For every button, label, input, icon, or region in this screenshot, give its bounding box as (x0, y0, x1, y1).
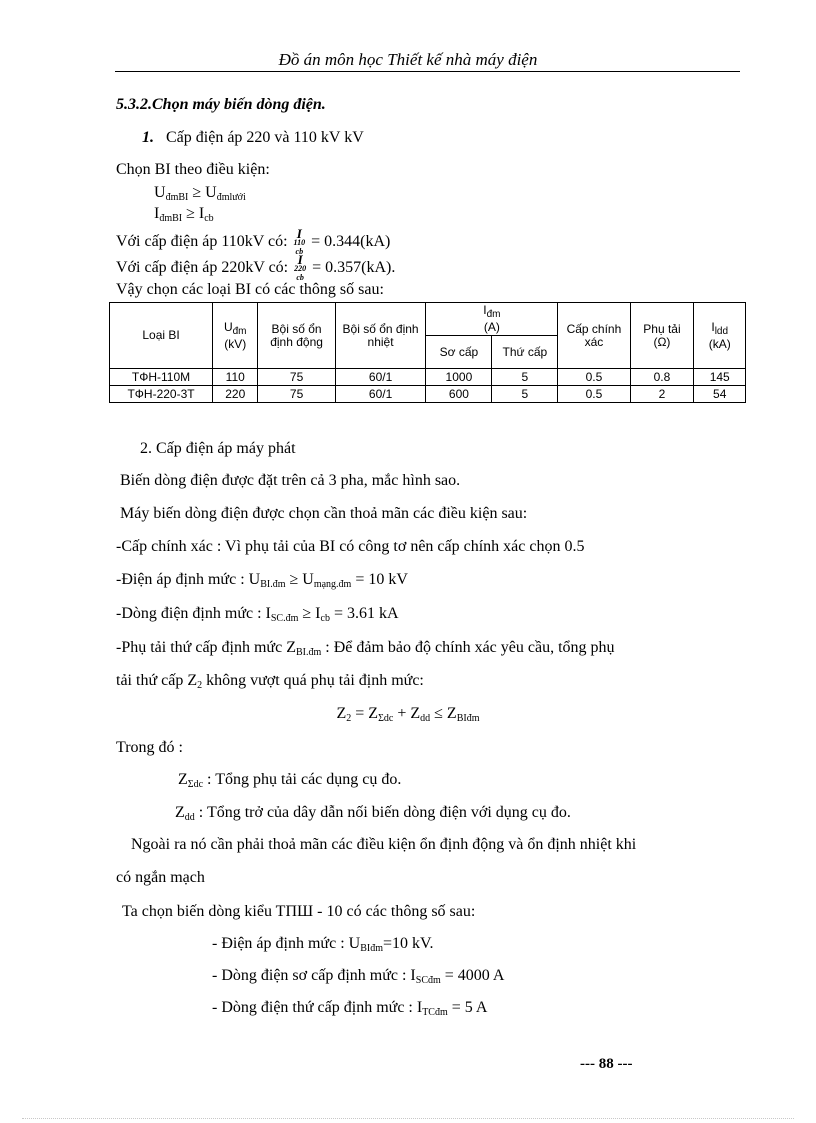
icb-110-symbol: I 110 cb (293, 226, 306, 256)
col-ildd-header: $I_{ldd}$ (kA) (694, 303, 746, 369)
col-secondary-header: Thứ cấp (492, 336, 558, 369)
col-thermal-header: Bội số ổn định nhiệt (335, 303, 426, 369)
section-heading: 5.3.2.Chọn máy biến dòng điện. (116, 96, 326, 113)
col-voltage-header: $U_{đm}$ (kV) (213, 303, 258, 369)
paragraph-star-connection: Biến dòng điện được đặt trên cả 3 pha, mắc hình sao. (120, 472, 461, 489)
table-row: TФH-220-3T 220 75 60/1 600 5 0.5 2 54 (110, 386, 746, 403)
page-number: --- 88 --- (580, 1056, 633, 1072)
col-accuracy-header: Cấp chính xác (558, 303, 630, 369)
item-accuracy: -Cấp chính xác : Vì phụ tải của BI có công tơ nên cấp chính xác chọn 0.5 (116, 538, 585, 555)
paragraph-requirements: Máy biến dòng điện được chọn cần thoả mãn các điều kiện sau: (120, 505, 528, 522)
param-rated-voltage: - Điện áp định mức : $U_{BIđm}=10$ kV. (212, 935, 434, 954)
current-220kv: Với cấp điện áp 220kV có: I 220 cb = 0.357(kA). (116, 252, 396, 282)
col-primary-header: Sơ cấp (426, 336, 492, 369)
col-current-header: $I_{đm}$ (A) (426, 303, 558, 336)
condition-voltage: $U_{đmBI} \ge U_{đmlưới}$ (154, 184, 246, 203)
load-equation: $Z_2 = Z_{\Sigma dc} + Z_{dd} \le Z_{BIđm}$ (336, 705, 480, 724)
conditions-intro: Chọn BI theo điều kiện: (116, 161, 270, 178)
col-dynamic-header: Bội số ổn định động (258, 303, 335, 369)
item-rated-voltage: -Điện áp định mức : $U_{BI.đm} \ge U_{mạng.đm} = 10$ kV (116, 571, 408, 590)
subsection-1-number: 1. (142, 129, 154, 146)
paragraph-stability-line1: Ngoài ra nó cần phải thoả mãn các điều kiện ổn định động và ổn định nhiệt khi (131, 836, 637, 853)
item-rated-current: -Dòng điện định mức : $I_{SC.đm} \ge I_{cb} = 3.61$ kA (116, 605, 399, 624)
paragraph-stability-line2: có ngắn mạch (116, 869, 205, 886)
param-primary-current: - Dòng điện sơ cấp định mức : $I_{SCđm} = 4000$ A (212, 967, 505, 986)
item-secondary-load-cont: tải thứ cấp $Z_2$ không vượt quá phụ tải định mức: (116, 672, 424, 691)
definition-zdd: $Z_{dd}$ : Tổng trở của dây dẫn nối biến dòng điện với dụng cụ đo. (175, 804, 571, 823)
icb-220-symbol: I 220 cb (294, 252, 307, 282)
col-load-header: Phụ tải (Ω) (630, 303, 694, 369)
col-type-header: Loại BI (110, 303, 213, 369)
page-header: Đồ án môn học Thiết kế nhà máy điện (278, 50, 538, 69)
where-label: Trong đó : (116, 739, 183, 756)
table-row: TФH-110M 110 75 60/1 1000 5 0.5 0.8 145 (110, 369, 746, 386)
bi-parameter-table (109, 302, 746, 403)
paragraph-chosen-ct: Ta chọn biến dòng kiểu TПШ - 10 có các thông số sau: (122, 903, 476, 920)
subsection-2-title: 2. Cấp điện áp máy phát (140, 440, 296, 457)
definition-zdc: $Z_{\Sigma dc}$ : Tổng phụ tải các dụng cụ đo. (178, 771, 402, 790)
header-rule (115, 71, 740, 72)
subsection-1-title: Cấp điện áp 220 và 110 kV kV (166, 129, 364, 146)
item-secondary-load: -Phụ tải thứ cấp định mức $Z_{BI.đm}$ : Để đảm bảo độ chính xác yêu cầu, tổng phụ (116, 639, 615, 658)
subsection-1 (142, 129, 364, 147)
current-110kv: Với cấp điện áp 110kV có: I 110 cb = 0.344(kA) (116, 226, 391, 256)
page-bottom-border (22, 1118, 794, 1119)
table-intro: Vậy chọn các loại BI có các thông số sau: (116, 281, 384, 298)
param-secondary-current: - Dòng điện thứ cấp định mức : $I_{TCđm} = 5$ A (212, 999, 488, 1018)
condition-current: $I_{đmBI} \ge I_{cb}$ (154, 205, 214, 224)
